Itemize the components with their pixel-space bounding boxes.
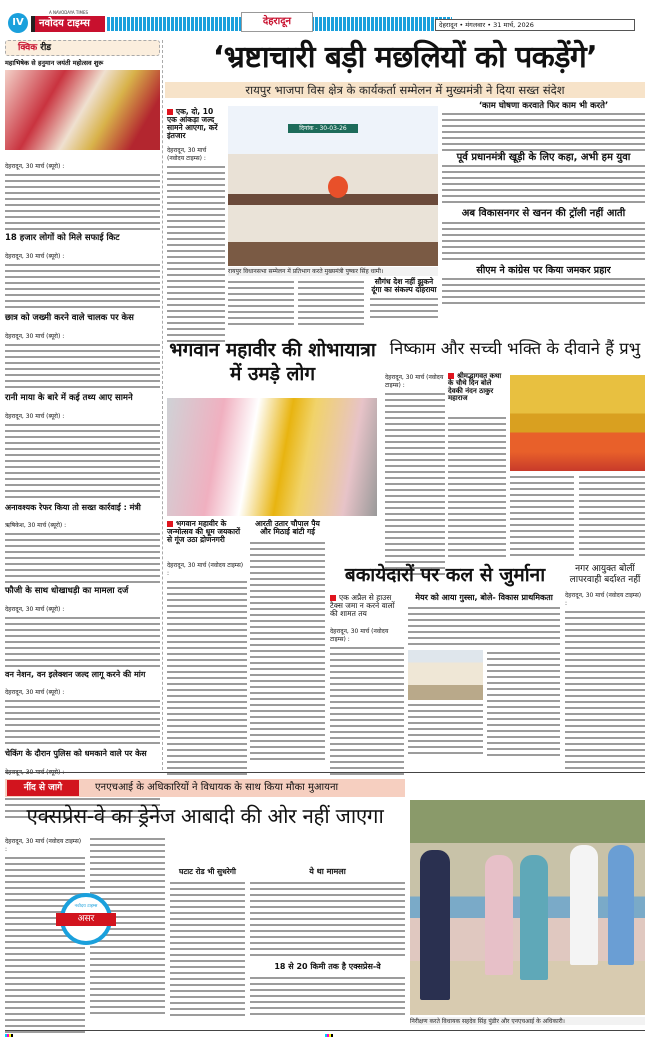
news-dateline: देहरादून, 30 मार्च (ब्यूरो) : <box>5 252 65 260</box>
news-head: फौजी के साथ धोखाधड़ी का मामला दर्ज <box>5 585 129 596</box>
person-figure <box>608 845 634 965</box>
right-subhead: सीएम ने कांग्रेस पर किया जमकर प्रहार <box>476 264 611 276</box>
news-head: चेकिंग के दौरान पुलिस को धमकाने वाले पर केस <box>5 749 147 759</box>
news-dateline: देहरादून, 30 मार्च (ब्यूरो) : <box>5 412 65 420</box>
news-dateline: देहरादून, 30 मार्च (ब्यूरो) : <box>5 332 65 340</box>
news-body <box>5 679 160 748</box>
quick-label: क्विक <box>18 43 38 53</box>
mayor-subhead: मेयर को आया गुस्सा, बोले- विकास प्राथमिकता <box>415 593 553 602</box>
edition-label: देहरादून <box>241 12 313 32</box>
bhakti-headline: निष्काम और सच्ची भक्ति के दीवाने हैं प्रभु <box>389 339 641 358</box>
lead-body-col1 <box>167 145 225 344</box>
news-body <box>5 596 160 669</box>
person-figure <box>570 845 598 965</box>
tax-dateline: देहरादून, 30 मार्च (नवोदय टाइम्स) : <box>330 628 404 644</box>
news-head: महाभिषेक से हनुमान जयंती महोत्सव शुरू <box>5 59 104 67</box>
lead-body-col3 <box>298 279 364 329</box>
lead-headline: ‘भ्रष्टाचारी बड़ी मछलियों को पकड़ेंगे’ <box>212 40 598 75</box>
mayor-body <box>408 605 560 647</box>
mahavir-body <box>167 560 247 779</box>
dateline: देहरादून • मंगलवार • 31 मार्च, 2026 <box>435 19 635 31</box>
right-subhead: पूर्व प्रधानमंत्री खूड़ी के लिए कहा, अभी हम युवा <box>456 151 631 163</box>
section-tag: नींद से जागे <box>7 780 79 796</box>
impact-badge <box>60 893 112 945</box>
lead-deck: रायपुर भाजपा विस क्षेत्र के कार्यकर्ता सम्मेलन में मुख्यमंत्री ने दिया सख्त संदेश <box>165 82 645 98</box>
tax-headline: बकायेदारों पर कल से जुर्माना <box>344 564 546 586</box>
background-subhead: ये था मामला <box>309 867 346 876</box>
photo-banner: दिनांक - 30-03-26 <box>288 124 358 133</box>
news-body <box>5 153 160 232</box>
background-body <box>250 880 405 960</box>
mahavir-headline: भगवान महावीर की शोभायात्रा में उमड़े लोग <box>169 339 376 385</box>
length-body <box>250 975 405 1015</box>
bhakti-sub: श्रीमद्भागवत कथा के चौथे दिन बोले देवकी नंदन ठाकुर महाराज <box>448 373 506 402</box>
brand-logo: नवोदय टाइम्स <box>31 16 105 32</box>
person-figure <box>420 850 450 1000</box>
news-dateline: देहरादून, 30 मार्च (ब्यूरो) : <box>5 162 65 170</box>
commissioner-dateline: देहरादून, 30 मार्च (नवोदय टाइम्स) : <box>565 592 645 608</box>
ghatat-subhead: घटाट रोड भी सुधरेगी <box>179 867 236 876</box>
news-head: वन नेशन, वन इलेक्शन जल्द लागू करने की मांग <box>5 669 146 679</box>
bhakti-body-col3 <box>510 474 574 558</box>
procession-photo <box>167 398 377 516</box>
footer-rule <box>5 1030 645 1031</box>
page-number-badge: IV <box>8 13 28 33</box>
person-figure <box>520 855 548 980</box>
news-head: छात्र को जख्मी करने वाले चालक पर केस <box>5 312 134 323</box>
flower-vase <box>328 176 348 198</box>
mahavir-sub2: आरती उतार चौपाल पैय और मिठाई बांटी गई <box>255 519 320 536</box>
news-body <box>5 512 160 585</box>
news-head: 18 हजार लोगों को मिले सफाई किट <box>5 232 120 243</box>
news-dateline: देहरादून, 30 मार्च (ब्यूरो) : <box>5 689 65 697</box>
photo-caption: निरीक्षण करते विधायक सहदेव सिंह पुंडीर और एनएचआई के अधिकारी। <box>410 1017 645 1025</box>
puja-photo <box>5 70 160 150</box>
expressway-banner <box>5 779 405 797</box>
news-body <box>5 403 160 502</box>
mahavir-body-col2 <box>250 540 325 760</box>
tax-body-col2 <box>408 702 483 757</box>
lead-side-head: एक, दो, 10 एक आंकड़ा जल्द सामने आएगा, करें इंतजार <box>167 108 225 140</box>
news-dateline: देहरादून, 30 मार्च (ब्यूरो) : <box>5 605 65 613</box>
color-registration-marks <box>5 1034 645 1037</box>
devotees-photo <box>510 375 645 471</box>
banner-text: एनएचआई के अधिकारियों ने विधायक के साथ किया मौका मुआयना <box>95 782 339 793</box>
lead-right-column <box>442 102 645 304</box>
quick-read-header <box>5 40 160 56</box>
read-label: रीड <box>40 43 52 53</box>
news-body <box>5 323 160 392</box>
news-head: रानी माया के बारे में कई तथ्य आए सामने <box>5 392 133 403</box>
lead-dateline: देहरादून, 30 मार्च (नवोदय टाइम्स) : <box>167 147 225 163</box>
right-subhead: अब विकासनगर से खनन की ट्रॉली नहीं आती <box>461 208 626 220</box>
bhakti-body-col1 <box>385 372 445 576</box>
box-head: सौगंध देश नहीं झुकने दूंगा का संकल्प दोहराया <box>371 277 437 294</box>
badge-label: असर <box>56 913 116 926</box>
expressway-dateline: देहरादून, 30 मार्च (नवोदय टाइम्स) : <box>5 838 85 854</box>
length-subhead: 18 से 20 किमी तक है एक्सप्रेस-वे <box>274 962 381 971</box>
news-dateline: ऋषिकेश, 30 मार्च (ब्यूरो) : <box>5 521 67 529</box>
lead-box <box>370 278 438 330</box>
section-divider <box>5 772 645 773</box>
commissioner-body <box>565 590 645 769</box>
lead-body-col2 <box>228 279 294 329</box>
tax-body-col3 <box>487 650 560 757</box>
tax-body-col1 <box>330 626 404 775</box>
news-body <box>5 243 160 312</box>
commissioner-subhead: नगर आयुक्त बोलीं लापरवाही बर्दाश्त नहीं <box>569 564 641 585</box>
bhakti-dateline: देहरादून, 30 मार्च (नवोदय टाइम्स) : <box>385 374 444 389</box>
mahavir-sub: भगवान महावीर के जन्मोत्सव की धूम जयकारों से गूंज उठा द्रोणनगरी <box>167 520 247 544</box>
masthead <box>5 10 645 36</box>
quick-read-column <box>5 40 160 770</box>
ghatat-body <box>170 880 245 1016</box>
person-figure <box>485 855 513 975</box>
photo-caption: रायपुर विधानसभा सम्मेलन में प्रतिभाग करते मुख्यमंत्री पुष्कर सिंह धामी। <box>228 267 438 276</box>
right-subhead: ‘काम घोषणा करवाते फिर काम भी करते’ <box>478 101 609 111</box>
expressway-headline: एक्सप्रेस-वे का ड्रेनेज आबादी की ओर नहीं जाएगा <box>26 804 384 828</box>
bhakti-body-col2 <box>448 415 506 557</box>
masthead-tagline: A NAVODAYA TIMES <box>49 10 89 15</box>
column-divider <box>162 40 163 770</box>
mahavir-dateline: देहरादून, 30 मार्च (नवोदय टाइम्स) : <box>167 562 247 578</box>
cm-event-photo <box>228 106 438 266</box>
inspection-photo <box>410 800 645 1015</box>
tax-sub: एक अप्रैल से हाउस टैक्स जमा न करने वालों की शामत तय <box>330 594 400 618</box>
bhakti-body-col4 <box>579 474 645 558</box>
municipal-building-photo <box>408 650 483 700</box>
news-head: अनावश्यक रेफर किया तो सख्त कार्रवाई : मंत्री <box>5 502 141 512</box>
badge-top: नवोदय टाइम्स <box>74 904 98 909</box>
